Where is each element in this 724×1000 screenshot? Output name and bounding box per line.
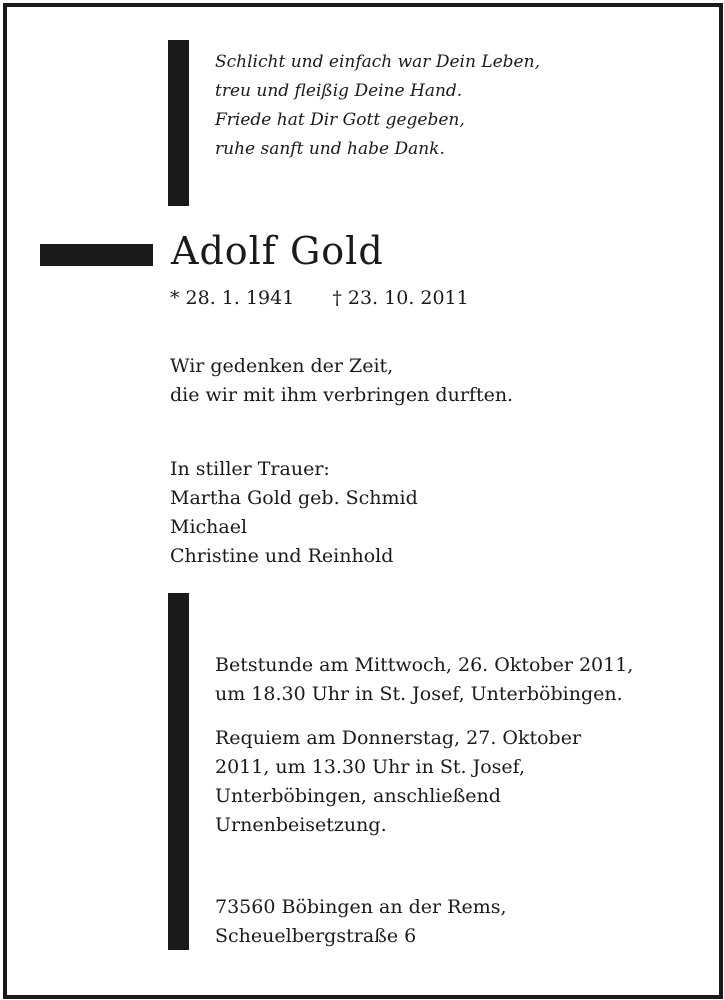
poem-line: treu und fleißig Deine Hand. xyxy=(215,81,463,101)
remembrance-line: die wir mit ihm verbringen durften. xyxy=(170,384,514,406)
address-line: 73560 Böbingen an der Rems, xyxy=(215,896,507,918)
poem-line: Schlicht und einfach war Dein Leben, xyxy=(215,52,540,72)
mourner: Michael xyxy=(170,516,248,538)
memorial-poem xyxy=(215,48,540,164)
mourner: Martha Gold geb. Schmid xyxy=(170,487,418,509)
cross-bottom-bar xyxy=(168,593,189,950)
address-line: Scheuelbergstraße 6 xyxy=(215,925,417,947)
mourners-heading: In stiller Trauer: xyxy=(170,458,330,480)
service-line: Requiem am Donnerstag, 27. Oktober xyxy=(215,727,582,749)
cross-horizontal-bar xyxy=(40,244,153,266)
mourner: Christine und Reinhold xyxy=(170,545,394,567)
life-dates xyxy=(170,284,469,312)
birth-date: * 28. 1. 1941 xyxy=(170,287,295,309)
mourners-list xyxy=(170,455,418,571)
poem-line: Friede hat Dir Gott gegeben, xyxy=(215,110,465,130)
service-line: Betstunde am Mittwoch, 26. Oktober 2011, xyxy=(215,654,634,676)
remembrance-text xyxy=(170,352,513,410)
service-line: Unterböbingen, anschließend xyxy=(215,785,501,807)
family-address xyxy=(215,893,507,951)
prayer-service xyxy=(215,651,633,709)
deceased-name: Adolf Gold xyxy=(171,229,384,273)
poem-line: ruhe sanft und habe Dank. xyxy=(215,139,445,159)
service-line: um 18.30 Uhr in St. Josef, Unterböbingen. xyxy=(215,683,623,705)
service-line: 2011, um 13.30 Uhr in St. Josef, xyxy=(215,756,526,778)
cross-top-bar xyxy=(168,40,189,206)
requiem-service xyxy=(215,724,633,840)
death-date: † 23. 10. 2011 xyxy=(332,287,469,309)
service-line: Urnenbeisetzung. xyxy=(215,814,387,836)
remembrance-line: Wir gedenken der Zeit, xyxy=(170,355,394,377)
service-details xyxy=(215,651,633,840)
